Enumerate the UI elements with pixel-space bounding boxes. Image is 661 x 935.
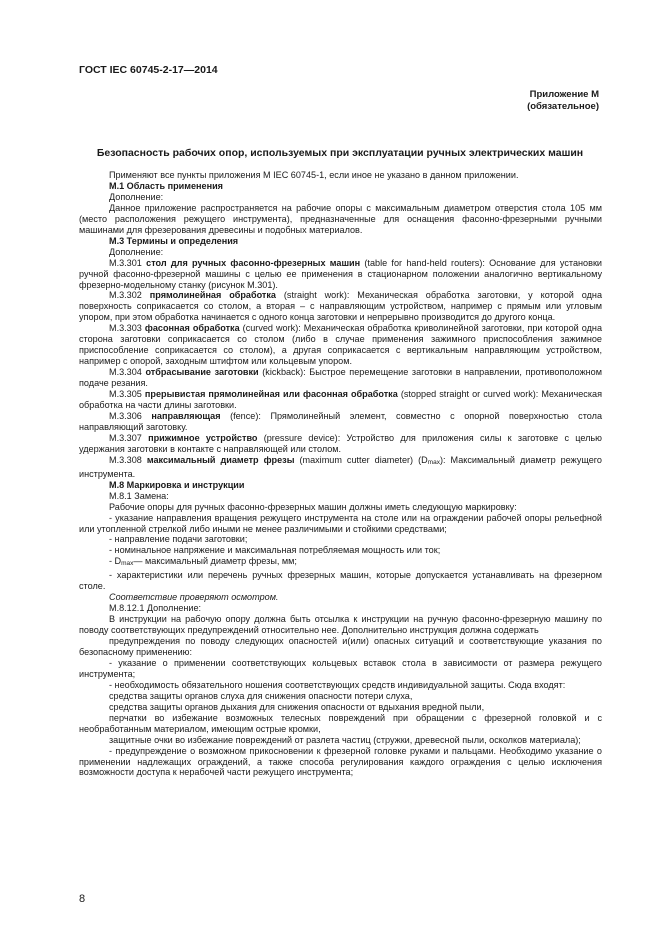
document-body [79,170,602,778]
clause-m3-heading: М.3 Термины и определения [109,235,239,246]
list-text: - D [109,556,122,567]
term-definition: (curved work): Механическая обработка криволинейной заготовки, при которой одна сторона заготовки соприкасается со столом (либо в случае применения зажимного приспособления зажимное приспособление соприкасается со столом), а другая соприкасается с вертикальным направляющим устройством, например с опорой, заходным штифтом или кольцевым упором. [79,323,602,367]
term-m3-302 [79,290,602,323]
marking-list-item: - направление подачи заготовки; [109,534,248,545]
clause-m1-text: Данное приложение распространяется на рабочие опоры с максимальным диаметром отверстия стола 105 мм (место расположения режущего инструмента), предназначенные для оснащения фасонно-фрезерными ручными машинами для фрезерования древесины и подобных материалов. [79,202,602,235]
instruction-list-item: - необходимость обязательного ношения соответствующих средств индивидуальной защиты. Сюда входят: [109,679,566,690]
term-number: М.3.305 [109,389,142,400]
term-m3-305 [79,389,602,411]
instruction-text: предупреждения по поводу следующих опасностей и(или) опасных ситуаций и соответствующие указания по безопасному применению: [79,636,602,657]
subscript-max: max [427,458,440,466]
clause-m1-heading: М.1 Область применения [109,180,223,191]
ppe-item: перчатки во избежание возможных телесных повреждений при обращении с фрезерной головкой и с необработанным материалом, имеющим острые кромки, [79,712,602,734]
term-number: М.3.304 [109,367,142,378]
term-name: прерывистая прямолинейная или фасонная обработка [144,389,398,400]
term-definition: (table for hand-held routers): Основание для установки ручной фасонно-фрезерной машины с целью ее применения в стационарном положении аналогично вертикальному фрезерно-модельному станку (рисунок М.301). [79,257,603,290]
term-m3-304 [79,367,602,389]
term-m3-308 [79,455,602,480]
document-header: ГОСТ IEC 60745-2-17—2014 [79,64,218,76]
term-number: М.3.308 [109,454,142,465]
term-definition: (fence): Прямолинейный элемент, совместно с опорной поверхностью стола направляющий заготовку. [79,410,603,432]
ppe-item: защитные очки во избежание повреждений от разлета частиц (стружки, древесной пыли, осколков материала); [109,734,581,745]
ppe-item: средства защиты органов слуха для снижения опасности потери слуха, [109,690,413,701]
clause-m8-1-text: Рабочие опоры для ручных фасонно-фрезерных машин должны иметь следующую маркировку: [109,501,517,512]
clause-m8-heading: М.8 Маркировка и инструкции [109,479,245,490]
clause-m1-addition: Дополнение: [109,191,164,202]
ppe-item: средства защиты органов дыхания для снижения опасности от вдыхания вредной пыли, [109,701,485,712]
list-text-end: — максимальный диаметр фрезы, мм; [133,556,297,567]
term-number: М.3.301 [109,257,142,268]
term-m3-303 [79,323,602,367]
marking-list-item: - характеристики или перечень ручных фрезерных машин, которые допускается устанавливать на фрезерном столе. [79,570,602,592]
term-name: направляющая [151,410,221,421]
instruction-list-item: - указание о применении соответствующих кольцевых вставок стола в зависимости от размера режущего инструмента; [79,657,602,679]
term-number: М.3.306 [109,410,142,421]
section-title: Безопасность рабочих опор, используемых при эксплуатации ручных электрических машин [96,147,584,159]
term-definition: (kickback): Быстрое перемещение заготовки в направлении, противоположном подаче резания. [79,367,602,389]
subscript-max: max [121,560,134,568]
clause-m3-addition: Дополнение: [109,246,164,257]
term-definition: (stopped straight or curved work): Механическая обработка на части длины заготовки. [79,389,602,411]
clause-m8-12-1: М.8.12.1 Дополнение: [109,603,202,614]
marking-list-item [79,556,602,570]
clause-m8-1: М.8.1 Замена: [109,490,169,501]
instruction-text: В инструкции на рабочую опору должна быть отсылка к инструкции на ручную фасонно-фрезерную машину по поводу соответствующих предупреждений относительно нее. Дополнительно инструкция должна содержать [79,614,602,636]
term-number: М.3.307 [109,432,142,443]
term-name: прямолинейная обработка [149,290,276,301]
compliance-check: Соответствие проверяют осмотром. [109,592,279,603]
term-definition: (pressure device): Устройство для приложения силы к заготовке с целью удержания заготовки в контакте с направляющей или столом. [79,432,602,454]
term-definition: (maximum cutter diameter) (D [294,454,428,465]
page-number: 8 [79,893,86,905]
term-number: М.3.302 [109,290,142,301]
marking-list-item: - указание направления вращения режущего инструмента на столе или на ограждении рабочей опоры рельефной или утопленной стрелкой либо иными не менее различимыми и стойкими средствами; [79,512,602,534]
term-definition: (straight work): Механическая обработка заготовки, у которой одна поверхность соприкасается со столом, а вторая – с направляющим устройством, например с прямым или угловым упором, при этом обработка начинается с одного конца заготовки и непрерывно производится до другого конца. [79,290,602,323]
instruction-list-item: - предупреждение о возможном прикосновении к фрезерной головке руками и пальцами. Необходимо указание о применении надлежащих ограждений, а также способа регулирования каждого ограждения с целью исключения возможности доступа к нерабочей части режущего инструмента; [79,745,602,778]
term-name: прижимное устройство [148,432,258,443]
annex-title: Приложение М [529,89,599,100]
term-m3-306 [79,411,602,433]
term-name: стол для ручных фасонно-фрезерных машин [146,257,361,268]
annex-status: (обязательное) [527,101,599,112]
term-m3-307 [79,433,602,455]
term-name: фасонная обработка [144,323,240,334]
term-number: М.3.303 [109,323,142,334]
term-name: отбрасывание заготовки [145,367,259,378]
term-name: максимальный диаметр фрезы [146,454,295,465]
intro-paragraph: Применяют все пункты приложения М IEC 60745-1, если иное не указано в данном приложении. [109,170,519,180]
term-definition-end: ): Максимальный диаметр режущего инструмента. [79,454,602,479]
marking-list-item: - номинальное напряжение и максимальная потребляемая мощность или ток; [109,545,441,556]
term-m3-301 [79,258,602,291]
